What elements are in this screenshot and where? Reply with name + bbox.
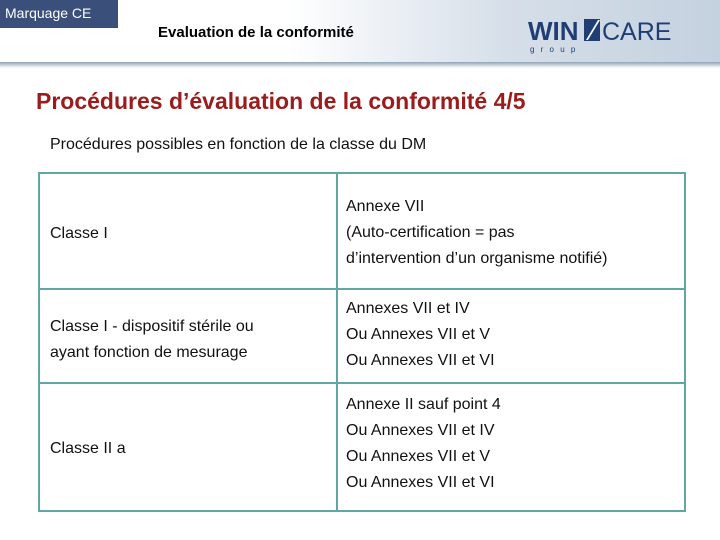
- logo-text-win: WIN: [528, 16, 579, 46]
- cell-line: Annexe II sauf point 4: [346, 396, 501, 413]
- classification-table: [38, 172, 686, 512]
- cell-line: ayant fonction de mesurage: [50, 344, 248, 361]
- table-cell-class: [50, 436, 126, 462]
- row-divider: [40, 382, 684, 384]
- cell-line: Annexe VII: [346, 198, 425, 215]
- logo-text-group: g r o u p: [530, 45, 578, 54]
- slide-title: Procédures d’évaluation de la conformité 4/5: [36, 88, 526, 114]
- cell-line: d’intervention d’un organisme notifié): [346, 250, 608, 267]
- cell-line: Ou Annexes VII et V: [346, 326, 491, 343]
- cell-line: Ou Annexes VII et VI: [346, 474, 495, 491]
- table-cell-procedure: [346, 392, 501, 496]
- table-cell-class: [50, 221, 108, 247]
- table-cell-class: [50, 314, 254, 366]
- header-shadow: [0, 62, 720, 68]
- column-divider: [336, 174, 338, 510]
- cell-line: Classe I - dispositif stérile ou: [50, 318, 254, 335]
- cell-line: (Auto-certification = pas: [346, 224, 515, 241]
- cell-line: Classe I: [50, 225, 108, 242]
- cell-line: Ou Annexes VII et V: [346, 448, 491, 465]
- table-cell-procedure: [346, 194, 607, 272]
- header-title: Evaluation de la conformité: [158, 24, 354, 41]
- slide-subtitle: Procédures possibles en fonction de la classe du DM: [50, 136, 427, 153]
- cell-line: Ou Annexes VII et VI: [346, 352, 495, 369]
- section-label: Marquage CE: [0, 0, 118, 28]
- cell-line: Classe II a: [50, 440, 126, 457]
- table-cell-procedure: [346, 296, 495, 374]
- wincare-logo: [528, 14, 678, 56]
- logo-text-care: CARE: [602, 18, 672, 46]
- row-divider: [40, 288, 684, 290]
- cell-line: Annexes VII et IV: [346, 300, 470, 317]
- cell-line: Ou Annexes VII et IV: [346, 422, 495, 439]
